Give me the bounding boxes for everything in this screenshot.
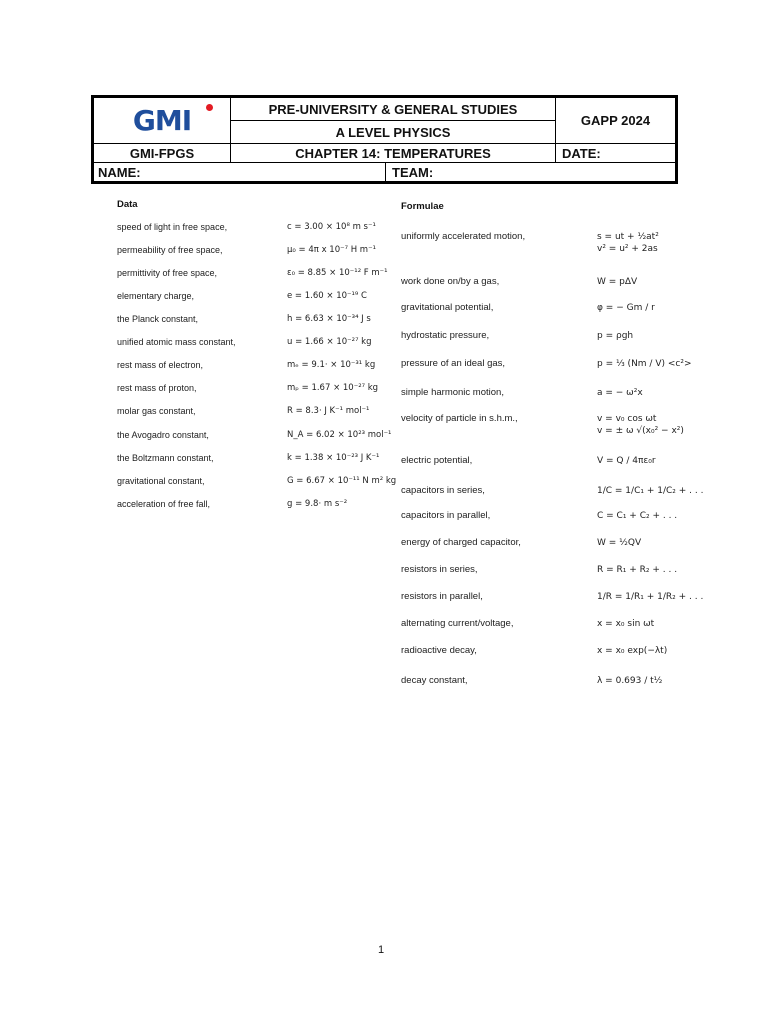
formula-label: resistors in parallel, bbox=[401, 591, 483, 602]
data-value: e = 1.60 × 10⁻¹⁹ C bbox=[287, 291, 367, 301]
data-value: c = 3.00 × 10⁸ m s⁻¹ bbox=[287, 222, 376, 232]
formula-expression: x = x₀ exp(−λt) bbox=[597, 646, 668, 656]
institution-title: PRE-UNIVERSITY & GENERAL STUDIES bbox=[231, 98, 556, 121]
formula-label: velocity of particle in s.h.m., bbox=[401, 413, 518, 424]
header-table bbox=[91, 95, 678, 184]
formula-expression: v = v₀ cos ωt v = ± ω √(x₀² − x²) bbox=[597, 414, 684, 436]
data-label: gravitational constant, bbox=[117, 476, 205, 486]
formula-expression: W = ½QV bbox=[597, 538, 642, 548]
formula-label: alternating current/voltage, bbox=[401, 618, 514, 629]
formula-expression: a = − ω²x bbox=[597, 388, 643, 398]
data-label: the Planck constant, bbox=[117, 314, 199, 324]
data-label: rest mass of proton, bbox=[117, 383, 197, 393]
formula-expression: p = ⅓ (Nm / V) <c²> bbox=[597, 359, 692, 369]
data-label: speed of light in free space, bbox=[117, 222, 228, 232]
department: GMI-FPGS bbox=[94, 144, 231, 163]
data-value: g = 9.8· m s⁻² bbox=[287, 499, 348, 509]
data-value: mₚ = 1.67 × 10⁻²⁷ kg bbox=[287, 383, 379, 393]
chapter-title: CHAPTER 14: TEMPERATURES bbox=[231, 144, 556, 163]
data-section-title: Data bbox=[117, 199, 138, 210]
formula-label: work done on/by a gas, bbox=[401, 276, 500, 287]
data-value: N_A = 6.02 × 10²³ mol⁻¹ bbox=[287, 430, 392, 440]
formula-expression: C = C₁ + C₂ + . . . bbox=[597, 511, 678, 521]
formula-label: capacitors in parallel, bbox=[401, 510, 491, 521]
formula-expression: R = R₁ + R₂ + . . . bbox=[597, 565, 678, 575]
logo-red-dot-icon bbox=[206, 104, 213, 111]
data-value: mₑ = 9.1· × 10⁻³¹ kg bbox=[287, 360, 376, 370]
data-value: h = 6.63 × 10⁻³⁴ J s bbox=[287, 314, 371, 324]
data-label: permittivity of free space, bbox=[117, 268, 218, 278]
formula-expression: W = pΔV bbox=[597, 277, 638, 287]
data-label: molar gas constant, bbox=[117, 406, 196, 416]
course-code: GAPP 2024 bbox=[556, 98, 675, 144]
formula-label: radioactive decay, bbox=[401, 645, 477, 656]
formula-label: capacitors in series, bbox=[401, 485, 485, 496]
formula-expression: 1/C = 1/C₁ + 1/C₂ + . . . bbox=[597, 486, 704, 496]
formula-label: energy of charged capacitor, bbox=[401, 537, 521, 548]
gmi-logo bbox=[94, 98, 231, 144]
data-value: μ₀ = 4π x 10⁻⁷ H m⁻¹ bbox=[287, 245, 376, 255]
course-title: A LEVEL PHYSICS bbox=[231, 121, 556, 144]
data-value: R = 8.3· J K⁻¹ mol⁻¹ bbox=[287, 406, 370, 416]
data-label: acceleration of free fall, bbox=[117, 499, 211, 509]
data-value: k = 1.38 × 10⁻²³ J K⁻¹ bbox=[287, 453, 380, 463]
formula-label: pressure of an ideal gas, bbox=[401, 358, 506, 369]
page-number: 1 bbox=[378, 944, 385, 956]
team-field[interactable]: TEAM: bbox=[392, 164, 434, 180]
data-label: the Boltzmann constant, bbox=[117, 453, 214, 463]
data-label: permeability of free space, bbox=[117, 245, 223, 255]
date-field[interactable]: DATE: bbox=[556, 144, 675, 163]
formula-expression: φ = − Gm / r bbox=[597, 303, 655, 313]
data-label: rest mass of electron, bbox=[117, 360, 204, 370]
formula-label: gravitational potential, bbox=[401, 302, 494, 313]
name-field[interactable]: NAME: bbox=[94, 163, 386, 181]
formula-label: decay constant, bbox=[401, 675, 468, 686]
formula-expression: s = ut + ½at² v² = u² + 2as bbox=[597, 232, 659, 254]
formula-expression: V = Q / 4πε₀r bbox=[597, 456, 656, 466]
formula-label: uniformly accelerated motion, bbox=[401, 231, 526, 242]
data-label: elementary charge, bbox=[117, 291, 195, 301]
formula-expression: p = ρgh bbox=[597, 331, 634, 341]
data-label: unified atomic mass constant, bbox=[117, 337, 236, 347]
formula-label: hydrostatic pressure, bbox=[401, 330, 490, 341]
formula-label: simple harmonic motion, bbox=[401, 387, 504, 398]
formula-label: electric potential, bbox=[401, 455, 473, 466]
gmi-logo-text: GMI bbox=[132, 104, 192, 137]
formula-label: resistors in series, bbox=[401, 564, 478, 575]
data-label: the Avogadro constant, bbox=[117, 430, 209, 440]
formula-expression: 1/R = 1/R₁ + 1/R₂ + . . . bbox=[597, 592, 704, 602]
data-value: G = 6.67 × 10⁻¹¹ N m² kg bbox=[287, 476, 397, 486]
formula-expression: x = x₀ sin ωt bbox=[597, 619, 655, 629]
formula-expression: λ = 0.693 / t½ bbox=[597, 676, 663, 686]
data-value: ε₀ = 8.85 × 10⁻¹² F m⁻¹ bbox=[287, 268, 388, 278]
data-value: u = 1.66 × 10⁻²⁷ kg bbox=[287, 337, 372, 347]
formulae-section-title: Formulae bbox=[401, 201, 444, 212]
